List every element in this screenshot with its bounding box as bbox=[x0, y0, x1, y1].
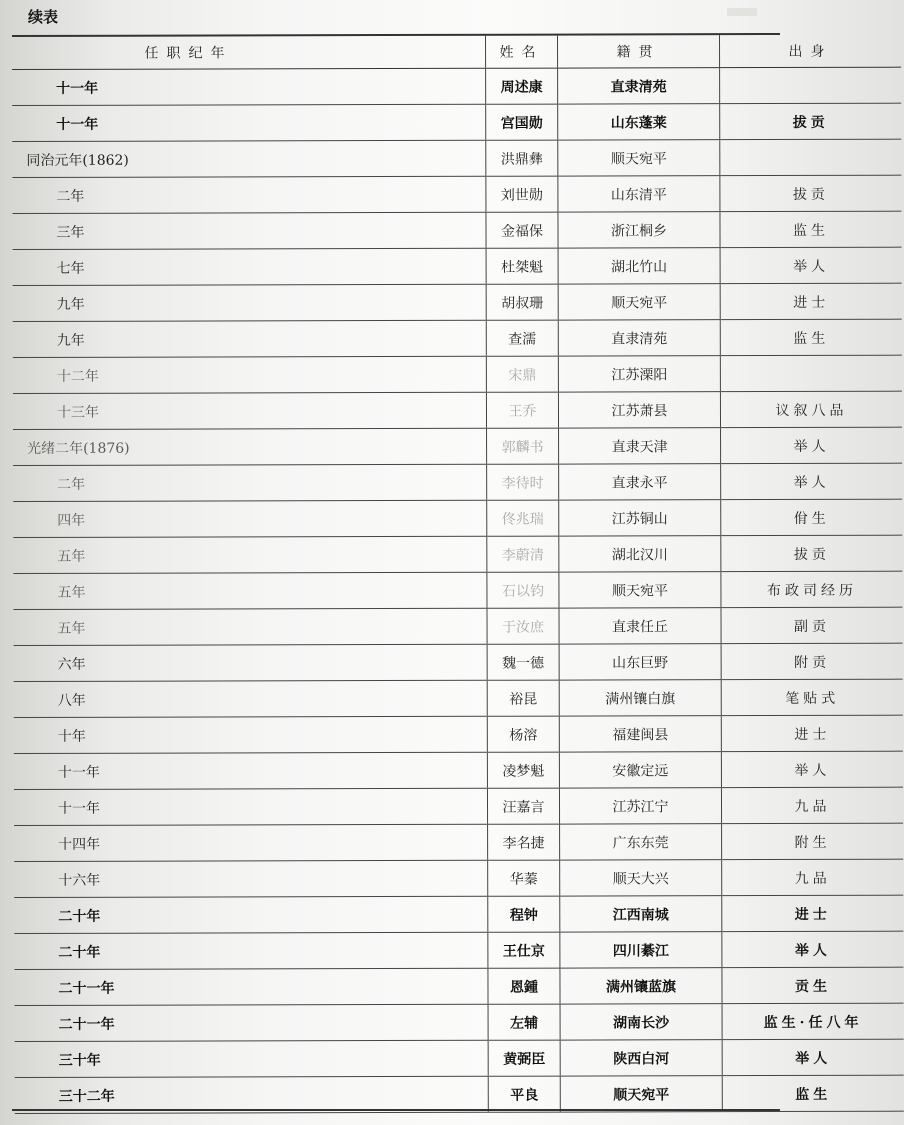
cell-background bbox=[720, 67, 902, 103]
table-row bbox=[13, 247, 902, 285]
cell-origin: 直隶天津 bbox=[559, 428, 721, 464]
cell-period: 二年 bbox=[13, 464, 487, 501]
cell-origin: 陕西白河 bbox=[560, 1040, 722, 1076]
cell-origin: 江苏铜山 bbox=[559, 500, 721, 536]
cell-period: 十一年 bbox=[12, 68, 486, 105]
table-row bbox=[13, 499, 902, 537]
cell-origin: 顺天宛平 bbox=[558, 284, 720, 320]
cell-name: 查濡 bbox=[486, 320, 558, 356]
cell-origin: 顺天宛平 bbox=[558, 140, 720, 176]
page-header: 续表 bbox=[28, 8, 59, 26]
cell-background: 附生 bbox=[722, 823, 904, 859]
cell-background: 九品 bbox=[722, 859, 904, 895]
cell-background: 举人 bbox=[720, 247, 902, 283]
cell-name: 凌梦魁 bbox=[487, 752, 559, 788]
cell-name: 裕昆 bbox=[487, 680, 559, 716]
table-row bbox=[14, 643, 903, 681]
cell-name: 程钟 bbox=[488, 896, 560, 932]
cell-background: 笔贴式 bbox=[721, 679, 903, 715]
cell-background: 拔贡 bbox=[721, 535, 903, 571]
cell-name: 石以钧 bbox=[487, 572, 559, 608]
cell-origin: 湖北竹山 bbox=[558, 248, 720, 284]
cell-name: 杜桀魁 bbox=[486, 248, 558, 284]
cell-period: 二十年 bbox=[14, 932, 488, 969]
table-row bbox=[13, 319, 902, 357]
cell-origin: 浙江桐乡 bbox=[558, 212, 720, 248]
table-body bbox=[12, 67, 904, 1113]
cell-background: 进士 bbox=[721, 715, 903, 751]
cell-background: 九品 bbox=[721, 787, 903, 823]
cell-period: 光绪二年(1876) bbox=[13, 428, 487, 465]
officials-table bbox=[12, 35, 904, 1114]
cell-period: 三年 bbox=[12, 212, 486, 249]
cell-period: 四年 bbox=[13, 500, 487, 537]
corner-smudge bbox=[727, 8, 757, 16]
cell-background: 拔贡 bbox=[720, 103, 902, 139]
table-row bbox=[12, 175, 901, 213]
cell-name: 佟兆瑞 bbox=[487, 500, 559, 536]
table-row bbox=[12, 67, 901, 105]
table-row bbox=[14, 679, 903, 717]
cell-period: 三十年 bbox=[15, 1040, 489, 1077]
cell-name: 洪鼎彝 bbox=[486, 140, 558, 176]
table-row bbox=[13, 427, 902, 465]
cell-period: 八年 bbox=[14, 680, 488, 717]
cell-origin: 江苏溧阳 bbox=[558, 356, 720, 392]
cell-period: 十六年 bbox=[14, 860, 488, 897]
cell-background: 贡生 bbox=[722, 967, 904, 1003]
cell-period: 五年 bbox=[13, 572, 487, 609]
table-header-row bbox=[12, 35, 901, 70]
cell-period: 十一年 bbox=[12, 104, 486, 141]
cell-background: 佾生 bbox=[721, 499, 903, 535]
cell-background: 附贡 bbox=[721, 643, 903, 679]
cell-background: 议叙八品 bbox=[720, 391, 902, 427]
cell-period: 二十一年 bbox=[14, 968, 488, 1005]
cell-period: 十一年 bbox=[14, 752, 488, 789]
cell-background bbox=[720, 355, 902, 391]
table-bottom-rule bbox=[12, 1109, 780, 1111]
table-row bbox=[12, 139, 901, 177]
cell-name: 王仕京 bbox=[488, 932, 560, 968]
table-row bbox=[13, 391, 902, 429]
cell-period: 十三年 bbox=[13, 392, 487, 429]
cell-name: 周述康 bbox=[486, 68, 558, 104]
cell-origin: 顺天宛平 bbox=[559, 572, 721, 608]
cell-period: 七年 bbox=[13, 248, 487, 285]
cell-background: 进士 bbox=[722, 895, 904, 931]
table-row bbox=[13, 283, 902, 321]
cell-name: 杨溶 bbox=[487, 716, 559, 752]
table-row bbox=[12, 103, 901, 141]
cell-background: 监生 bbox=[722, 1075, 904, 1111]
cell-origin: 安徽定远 bbox=[559, 752, 721, 788]
cell-background: 布政司经历 bbox=[721, 571, 903, 607]
cell-period: 五年 bbox=[13, 536, 487, 573]
table-row bbox=[13, 535, 902, 573]
header-background: 出身 bbox=[719, 35, 901, 68]
cell-origin: 江西南城 bbox=[560, 896, 722, 932]
cell-background: 进士 bbox=[720, 283, 902, 319]
table-row bbox=[14, 931, 903, 969]
table-row bbox=[15, 1075, 904, 1113]
cell-period: 二十一年 bbox=[15, 1004, 489, 1041]
cell-background: 副贡 bbox=[721, 607, 903, 643]
table-row bbox=[14, 715, 903, 753]
table-row bbox=[15, 1003, 904, 1041]
cell-origin: 直隶清苑 bbox=[558, 68, 720, 104]
cell-origin: 广东东莞 bbox=[560, 824, 722, 860]
cell-period: 三十二年 bbox=[15, 1076, 489, 1113]
cell-origin: 山东蓬莱 bbox=[558, 104, 720, 140]
table-row bbox=[14, 787, 903, 825]
cell-name: 宫国勋 bbox=[486, 104, 558, 140]
cell-name: 汪嘉言 bbox=[487, 788, 559, 824]
cell-name: 华蓁 bbox=[488, 860, 560, 896]
cell-origin: 山东巨野 bbox=[559, 644, 721, 680]
cell-origin: 直隶任丘 bbox=[559, 608, 721, 644]
cell-origin: 直隶清苑 bbox=[558, 320, 720, 356]
cell-origin: 顺天大兴 bbox=[560, 860, 722, 896]
cell-name: 王乔 bbox=[486, 392, 558, 428]
cell-name: 胡叔珊 bbox=[486, 284, 558, 320]
cell-background: 举人 bbox=[722, 931, 904, 967]
table-row bbox=[13, 355, 902, 393]
table-row bbox=[14, 823, 903, 861]
table-row bbox=[13, 571, 902, 609]
cell-background: 监生 bbox=[720, 319, 902, 355]
cell-origin: 湖北汉川 bbox=[559, 536, 721, 572]
cell-origin: 四川綦江 bbox=[560, 932, 722, 968]
cell-background: 举人 bbox=[721, 427, 903, 463]
cell-origin: 直隶永平 bbox=[559, 464, 721, 500]
cell-period: 十二年 bbox=[13, 356, 487, 393]
cell-period: 五年 bbox=[13, 608, 487, 645]
table-row bbox=[12, 211, 901, 249]
cell-name: 李待时 bbox=[487, 464, 559, 500]
table-row bbox=[14, 751, 903, 789]
header-origin: 籍贯 bbox=[557, 35, 719, 68]
cell-period: 十四年 bbox=[14, 824, 488, 861]
table-row bbox=[13, 463, 902, 501]
table-row bbox=[15, 1039, 904, 1077]
cell-background: 举人 bbox=[721, 463, 903, 499]
table-row bbox=[14, 967, 903, 1005]
cell-name: 金福保 bbox=[486, 212, 558, 248]
cell-period: 十一年 bbox=[14, 788, 488, 825]
cell-background: 监生·任八年 bbox=[722, 1003, 904, 1039]
cell-origin: 湖南长沙 bbox=[560, 1004, 722, 1040]
cell-background: 举人 bbox=[721, 751, 903, 787]
cell-background: 拔贡 bbox=[720, 175, 902, 211]
cell-period: 二年 bbox=[12, 176, 486, 213]
cell-origin: 顺天宛平 bbox=[560, 1076, 722, 1112]
cell-name: 李名捷 bbox=[488, 824, 560, 860]
cell-period: 六年 bbox=[14, 644, 488, 681]
cell-period: 二十年 bbox=[14, 896, 488, 933]
cell-origin: 江苏萧县 bbox=[558, 392, 720, 428]
cell-name: 郭麟书 bbox=[487, 428, 559, 464]
cell-background: 监生 bbox=[720, 211, 902, 247]
cell-name: 刘世勋 bbox=[486, 176, 558, 212]
table-row bbox=[14, 859, 903, 897]
cell-name: 恩鍾 bbox=[488, 968, 560, 1004]
header-period: 任职纪年 bbox=[12, 36, 486, 70]
table-row bbox=[14, 895, 903, 933]
cell-origin: 山东清平 bbox=[558, 176, 720, 212]
cell-origin: 江苏江宁 bbox=[559, 788, 721, 824]
cell-background: 举人 bbox=[722, 1039, 904, 1075]
header-name: 姓名 bbox=[485, 36, 557, 69]
cell-period: 九年 bbox=[13, 320, 487, 357]
cell-name: 魏一德 bbox=[487, 644, 559, 680]
cell-origin: 满州镶蓝旗 bbox=[560, 968, 722, 1004]
cell-period: 十年 bbox=[14, 716, 488, 753]
cell-name: 左辅 bbox=[488, 1004, 560, 1040]
table-row bbox=[13, 607, 902, 645]
cell-origin: 福建闽县 bbox=[559, 716, 721, 752]
cell-period: 同治元年(1862) bbox=[12, 140, 486, 177]
cell-name: 黄弼臣 bbox=[488, 1040, 560, 1076]
cell-name: 李蔚清 bbox=[487, 536, 559, 572]
cell-background bbox=[720, 139, 902, 175]
cell-name: 平良 bbox=[488, 1076, 560, 1112]
cell-origin: 满州镶白旗 bbox=[559, 680, 721, 716]
cell-name: 于汝庶 bbox=[487, 608, 559, 644]
cell-name: 宋鼎 bbox=[486, 356, 558, 392]
cell-period: 九年 bbox=[13, 284, 487, 321]
